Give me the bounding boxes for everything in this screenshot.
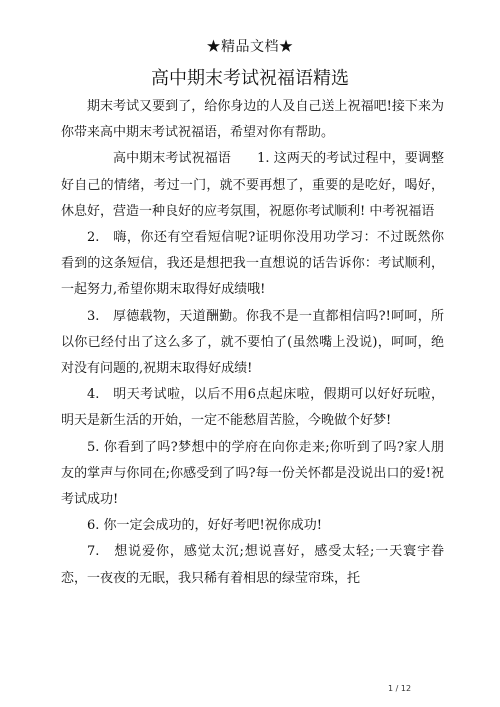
paragraph-item-4: 4. 明天考试啦，以后不用6点起床啦，假期可以好好玩啦，明天是新生活的开始，一定不能愁眉苦脸，今晚做个好梦! [61,387,444,429]
paragraph-item-3: 3. 厚德载物，天道酬勤。你我不是一直都相信吗?!呵呵，所以你已经付出了这么多了，就不要怕了(虽然嘴上没说)，呵呵，绝对没有问题的,祝期末取得好成绩! [61,308,444,377]
paragraph-item-2: 2. 嗨，你还有空看短信呢?证明你没用功学习：不过既然你看到的这条短信，我还是想把我一直想说的话告诉你：考试顺利，一起努力,希望你期末取得好成绩哦! [61,230,444,298]
page-number: 1 / 12 [388,684,412,693]
paragraph-item-1: 高中期末考试祝福语 1. 这两天的考试过程中，要调整好自己的情绪，考过一门，就不要再想了，重要的是吃好，喝好，休息好，营造一种良好的应考氛围，祝愿你考试顺利! 中考祝福语 [61,151,444,219]
document-body [61,94,444,592]
header-mark: ★精品文档★ [206,39,294,55]
paragraph-item-6: 6. 你一定会成功的，好好考吧!祝你成功! [87,518,322,534]
paragraph-intro: 期末考试又要到了，给你身边的人及自己送上祝福吧!接下来为你带来高中期末考试祝福语，希望对你有帮助。 [61,99,444,141]
paragraph-item-5: 5. 你看到了吗?梦想中的学府在向你走来;你听到了吗?家人朋友的掌声与你同在;你感受到了吗?每一份关怀都是没说出口的爱!祝考试成功! [61,439,444,508]
page-title: 高中期末考试祝福语精选 [151,68,349,89]
paragraph-item-7: 7. 想说爱你，感觉太沉;想说喜好，感受太轻;一天寰宇眷恋，一夜夜的无眠，我只稀有着相思的绿莹帘珠，托 [61,544,444,586]
